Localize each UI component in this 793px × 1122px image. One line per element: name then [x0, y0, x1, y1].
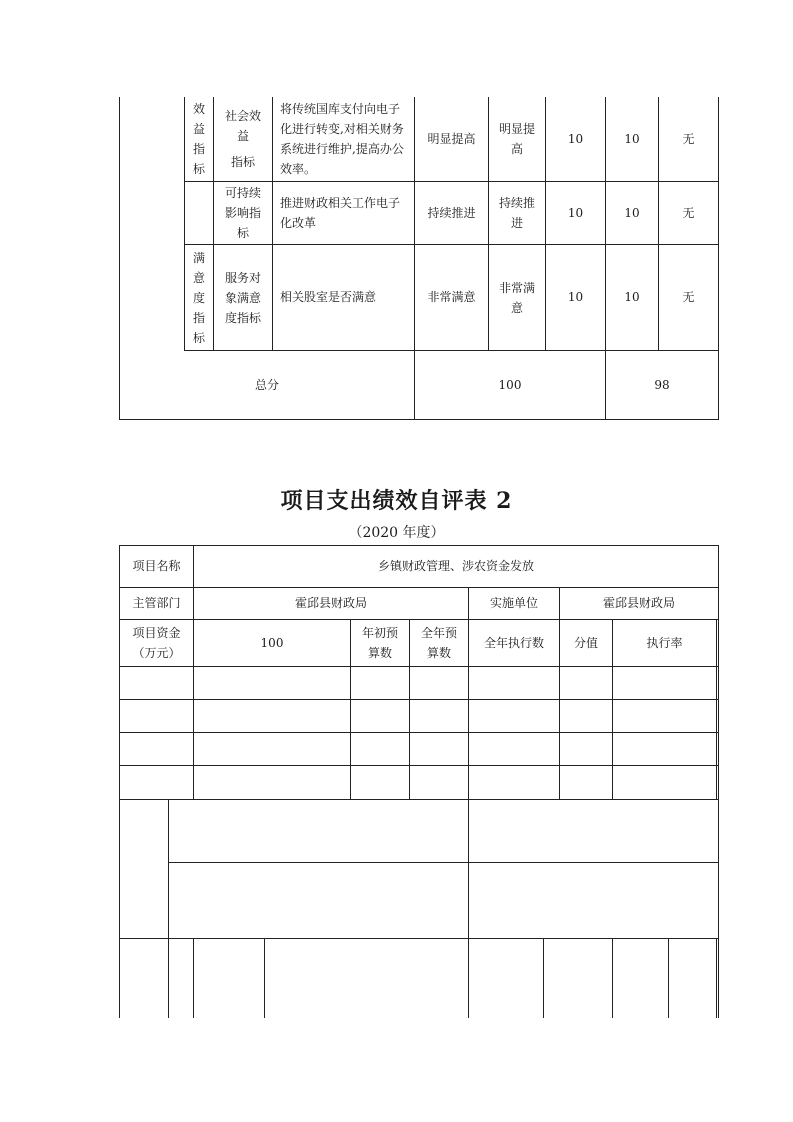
- dept-label: 主管部门: [132, 596, 181, 610]
- target-value: 非常满意: [427, 290, 476, 304]
- score-full: 10: [567, 131, 584, 146]
- total-score: 98: [654, 377, 670, 392]
- sub-indicator-social: 社会效 益 指标: [224, 109, 261, 169]
- note: 无: [682, 131, 695, 146]
- actual-value: 明显提 高: [498, 122, 535, 156]
- score: 10: [624, 131, 640, 146]
- impl-label: 实施单位: [489, 596, 538, 610]
- total-full: 100: [498, 377, 522, 392]
- score-full: 10: [567, 205, 584, 220]
- note: 无: [682, 205, 695, 220]
- impl-value: 霍邱县财政局: [602, 596, 675, 610]
- category-benefit: 效 益 指 标: [192, 102, 205, 176]
- note: 无: [682, 290, 695, 304]
- target-value: 明显提高: [427, 131, 476, 146]
- header-points: 分值: [573, 635, 598, 650]
- project-name-value: 乡镇财政管理、涉农资金发放: [377, 559, 534, 573]
- header-full-year-budget: 全年预 算数: [420, 626, 457, 660]
- dept-value: 霍邱县财政局: [294, 596, 367, 610]
- header-rate: 执行率: [646, 635, 683, 650]
- actual-value: 非常满 意: [498, 280, 535, 315]
- page-title: 项目支出绩效自评表 2: [280, 488, 513, 514]
- funds-label: 项目资金 （万元）: [132, 626, 181, 660]
- funds-amount: 100: [260, 635, 284, 650]
- project-name-label: 项目名称: [132, 559, 181, 573]
- header-initial-budget: 年初预 算数: [361, 626, 398, 660]
- indicator-content: 将传统国库支付向电子化进行转变,对相关财务系统进行维护,提高办公效率。: [280, 102, 404, 176]
- score: 10: [624, 290, 640, 304]
- sub-indicator-service: 服务对 象满意 度指标: [224, 270, 261, 325]
- category-satisfaction: 满 意 度 指 标: [192, 250, 205, 345]
- total-label: 总分: [254, 377, 279, 392]
- page-subtitle: （2020 年度）: [348, 525, 445, 541]
- score: 10: [624, 205, 640, 220]
- sub-indicator-sustainable: 可持续 影响指 标: [224, 186, 261, 240]
- indicator-content: 相关股室是否满意: [280, 290, 377, 304]
- actual-value: 持续推 进: [498, 196, 535, 230]
- indicator-content: 推进财政相关工作电子化改革: [280, 196, 401, 230]
- header-executed: 全年执行数: [483, 635, 544, 650]
- target-value: 持续推进: [427, 205, 476, 220]
- score-full: 10: [567, 290, 584, 304]
